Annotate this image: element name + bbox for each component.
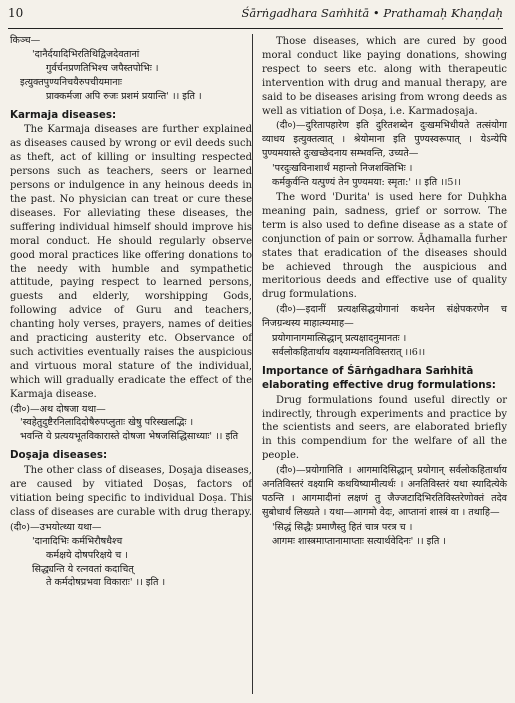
sanskrit-verse-line: इत्युक्तपुण्यनिचयैरुपचीयमानाः — [20, 76, 122, 88]
sanskrit-verse-line: गुर्वर्चनप्रणतिभिश्च जपैस्तपोभिः । — [46, 62, 159, 74]
commentary-paragraph: (दी०)—प्रयोगानिति । आगमादिसिद्धान् प्रयोगान् सर्वलोकहितार्थाय अनतिविस्तरं वक्ष्यामि कथयिष्यामीत्यर्थः । अनतिविस्तरं यथा स्यादित्येके पठन्ति । आगमादीनां लक्षणं तु जैज्जटादिभिरतिविस्तरेणोक्तं तदेव सुबोधार्थं लिख्यते । यथा—आगमो वेदः, आप्तानां शास्त्रं वा । तथाहि— — [262, 465, 507, 518]
sanskrit-verse-line: 'स्वहेतुदुष्टैरनिलादिदोषैरुपप्लुताः खेषु परिस्खलद्भिः । — [20, 417, 194, 429]
running-title: Śārṅgadhara Saṁhitā • Prathamaḥ Khaṇḍaḥ — [241, 6, 503, 20]
sanskrit-verse-line: प्रयोगानागमात्सिद्धान् प्रत्यक्षादनुमानतः । — [272, 333, 407, 345]
sanskrit-verse-line: सिद्ध्यन्ति ये रत्नवतां कदाचित् — [32, 563, 134, 575]
sanskrit-verse-line: कर्मकुर्वन्ति यत्पुण्यं तेन पुण्यमया: स्मृता:' ।। इति ।।5।। — [272, 177, 461, 189]
commentary-line: (दी०)—उभयोत्थ्या यथा— — [10, 521, 102, 533]
sanskrit-intro: किञ्च— — [10, 35, 41, 46]
commentary-paragraph: (दी०)—दुरितापहारेण इति दुरितशब्देन दुःखमभिधीयते तत्संयोगा व्याधय इत्युक्तत्वात् । श्रेयोमाना इति पुण्यस्वरूपात् । येऽन्येपि पुण्यमयास्ते दुःखच्छेदनाय सम्भवन्ति, उच्यते— — [262, 120, 507, 160]
column-divider — [252, 34, 253, 694]
section-heading-importance: Importance of Śārṅgadhara Saṁhitā elaborating effective drug formulations: — [262, 364, 496, 391]
right-column — [262, 34, 507, 549]
formulations-paragraph: Drug formulations found useful directly or indirectly, through experiments and practice by the scientists and seers, are elaborated briefly in this compendium for the welfare of all the people. — [262, 394, 507, 462]
page-header — [8, 6, 503, 29]
durita-paragraph: The word 'Durita' is used here for Duḥkha meaning pain, sadness, grief or sorrow. The term is also used to define disease as a state of conjunction of pain or sorrow. Āḍhamalla furher states that eradication of the diseases should be achieved through the auspicious and meritorious deeds and effective use of quality drug formulations. — [262, 191, 507, 301]
sanskrit-verse-line: भवन्ति ये प्रत्ययभूतविकारास्ते दोषजा भेषजसिद्धिसाध्याः' ।। इति — [20, 431, 239, 443]
commentary-paragraph: (दी०)—इदानीं प्रत्यक्षसिद्धयोगानां कथनेन संक्षेपकरणेन च निजग्रन्थस्य माहात्म्यमाह— — [262, 304, 507, 330]
sanskrit-verse-line: आगमः शास्त्रमाप्तानामाप्ताः सत्यार्थवेदिनः' ।। इति । — [272, 535, 447, 547]
page-number: 10 — [8, 6, 24, 20]
section-heading-doshaja: Doṣaja diseases: — [10, 449, 108, 462]
karmadoshaja-paragraph: Those diseases, which are cured by good moral conduct like paying donations, showing respect to seers etc. along with therapeutic intervention with drug and manual therapy, are said to be diseases arising from wrong deeds as well as vitiation of Doṣa, i.e. Karmadoṣaja. — [262, 36, 507, 117]
left-column — [10, 34, 252, 590]
sanskrit-verse-line: ते कर्मदोषप्रभवा विकाराः' ।। इति । — [46, 577, 166, 589]
doshaja-paragraph: The other class of diseases, Doṣaja diseases, are caused by vitiated Doṣas, factors of vitiation being specific to individual Doṣa. This class of diseases are curable with drug therapy. — [10, 465, 253, 518]
sanskrit-verse-line: प्राक्कर्मजा अपि रुजः प्रशमं प्रयान्ति' ।। इति । — [46, 90, 202, 102]
commentary-line: (दी०)—अथ दोषजा यथा— — [10, 403, 106, 415]
sanskrit-verse-line: सर्वलोकहितार्थाय वक्ष्याम्यनतिविस्तरात् ।।6।। — [272, 346, 426, 358]
sanskrit-verse-line: 'सिद्धं सिद्धैः प्रमाणैस्तु हितं चात्र परत्र च । — [272, 521, 413, 533]
sanskrit-verse-line: कर्मक्षये दोषपरिक्षये च । — [46, 549, 128, 561]
section-heading-karmaja: Karmaja diseases: — [10, 108, 117, 121]
sanskrit-verse-line: 'परदुःखविनाशार्थं महान्तो निजशक्तिभिः । — [272, 163, 413, 175]
karmaja-paragraph: The Karmaja diseases are further explained as diseases caused by wrong or evil deeds such as theft, act of killing or insulting respected persons such as teachers, seers or learned persons or indulgence in any heinous deeds in the past. No physician can treat or cure these diseases. For alleviating these diseases, the suffering individual himself should improve his moral conduct. He should regularly observe good moral practices like offering donations to the needy with humble and sympathetic attitude, paying respect to learned persons, guests and elderly, worshipping Gods, following advice of Guru and teachers, chanting holy verses, prayers, names of deities and practicing austerity etc. Observance of such activities eventually raises the auspicious and virtuous moral stature of the individual, which will gradually eradicate the effect of the Karmaja disease. — [10, 124, 252, 400]
sanskrit-verse-line: 'दानादिभिः कर्मभिरौषधैश्च — [32, 535, 123, 547]
sanskrit-verse-line: 'दानैर्दयादिभिरतिथिद्विजदेवतानां — [32, 48, 140, 60]
